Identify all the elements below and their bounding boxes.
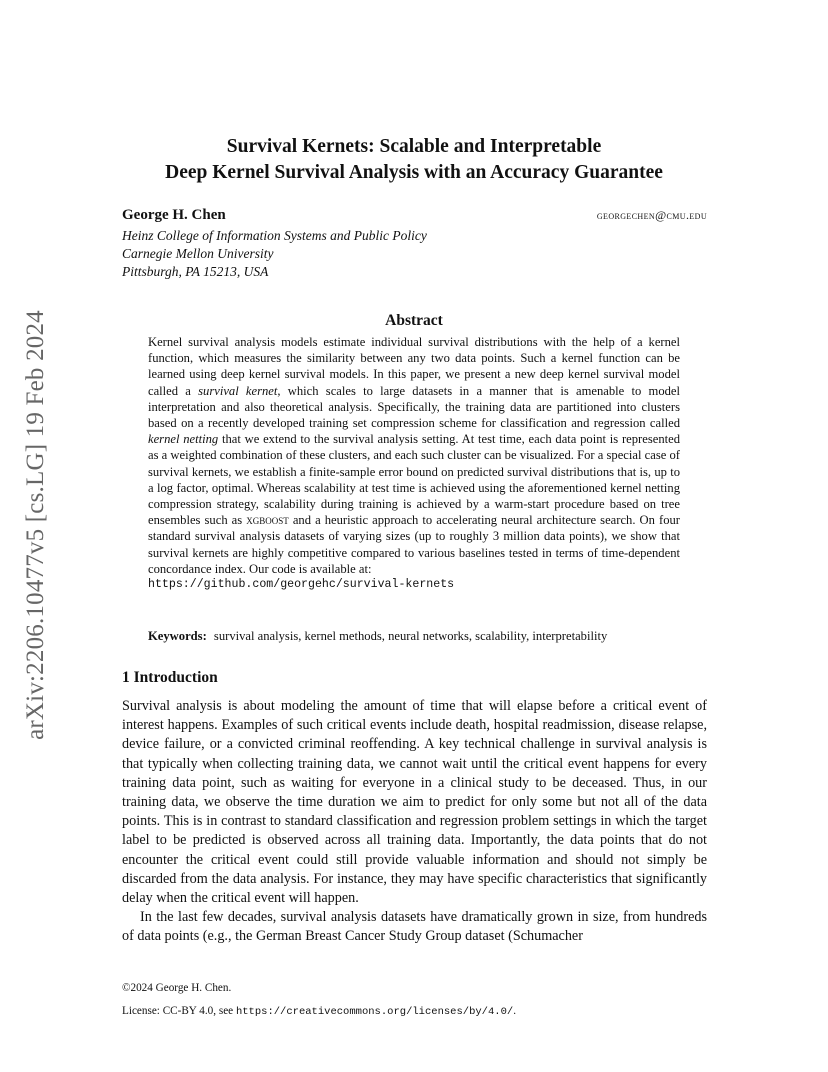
code-url-link[interactable]: https://github.com/georgehc/survival-kernets <box>148 578 455 592</box>
affiliation-line: Heinz College of Information Systems and Public Policy <box>122 228 427 243</box>
abstract-heading: Abstract <box>385 312 443 329</box>
keywords <box>148 628 708 644</box>
author-email[interactable]: georgechen@cmu.edu <box>596 208 707 222</box>
license-line <box>122 1000 516 1024</box>
abstract-text-c: that we extend to the survival analysis setting. At test time, each data point is represented as a weighted combination of these clusters, and each such cluster can be visualized. For a special case of survival kernets, we establish a finite-sample error bound on predicted survival distributions that is, up to a log factor, optimal. Whereas scalability at test time is achieved using the aforementioned kernel netting compression strategy, scalability during training is achieved by a warm-start procedure based on tree ensembles such as <box>148 432 681 528</box>
abstract-text-b: , which scales to large datasets in a manner that is amenable to model interpretation and also theoretical analysis. Specifically, the training data are partitioned into clusters based on a recently developed training set compression scheme for classification and regression called <box>148 383 681 431</box>
author-affiliation <box>122 227 427 281</box>
copyright: ©2024 George H. Chen. <box>122 982 232 994</box>
title-line-2: Deep Kernel Survival Analysis with an Accuracy Guarantee <box>165 162 663 183</box>
license-end: . <box>513 1005 516 1017</box>
abstract-emphasis: kernel netting <box>148 432 219 447</box>
section-body <box>122 697 707 947</box>
abstract-text-a: Kernel survival analysis models estimate individual survival distributions with the help of a kernel function, which measures the similarity between any two data points. Such a kernel function can be learned using deep kernel survival models. In this paper, we present a new deep kernel survival model called a <box>148 335 680 398</box>
title-line-1: Survival Kernets: Scalable and Interpretable <box>226 136 602 157</box>
license-link[interactable]: https://creativecommons.org/licenses/by/4.0/ <box>235 1006 514 1018</box>
abstract-text <box>148 334 680 577</box>
author-name: George H. Chen <box>122 207 226 223</box>
keywords-text: survival analysis, kernel methods, neural networks, scalability, interpretability <box>213 629 608 643</box>
arxiv-side-label <box>12 290 60 760</box>
affiliation-line: Pittsburgh, PA 15213, USA <box>122 264 269 279</box>
paragraph: Survival analysis is about modeling the amount of time that will elapse before a critical event of interest happens. Examples of such critical events include death, hospital readmission, disease relapse, device failure, or a convicted criminal reoffending. A key technical challenge in survival analysis is that typically when collecting training data, we cannot wait until the critical event happens for every training data point, such as waiting for everyone in a clinical study to be deceased. Thus, in our training data, we observe the time duration we aim to predict for only some but not all of the data points. This is in contrast to standard classification and regression problem settings in which the target label to be predicted is observed across all training data. Importantly, the data points that do not encounter the critical event could still provide valuable information and should not simply be discarded from the data analysis. For instance, they may have specific characteristics that significantly delay when the critical event will happen. <box>122 698 707 907</box>
license-text: License: CC-BY 4.0, see <box>122 1005 236 1017</box>
abstract-body <box>148 334 680 593</box>
paragraph: In the last few decades, survival analysis datasets have dramatically grown in size, from hundreds of data points (e.g., the German Breast Cancer Study Group dataset (Schumacher <box>122 909 707 945</box>
abstract-text-d: and a heuristic approach to accelerating neural architecture search. On four standard survival analysis datasets of varying sizes (up to roughly 3 million data points), we show that survival kernets are highly competitive compared to various baselines tested in terms of time-dependent concordance index. Our code is available at: <box>148 513 680 576</box>
keywords-label: Keywords: <box>148 629 207 643</box>
section-heading: 1 Introduction <box>122 669 218 686</box>
arxiv-id: arXiv:2206.10477v5 [cs.LG] 19 Feb 2024 <box>22 310 49 740</box>
abstract-smallcaps: xgboost <box>246 513 289 528</box>
abstract-emphasis: survival kernet <box>198 383 278 398</box>
footnote <box>122 977 516 1024</box>
affiliation-line: Carnegie Mellon University <box>122 246 274 261</box>
paper-title <box>80 134 748 186</box>
